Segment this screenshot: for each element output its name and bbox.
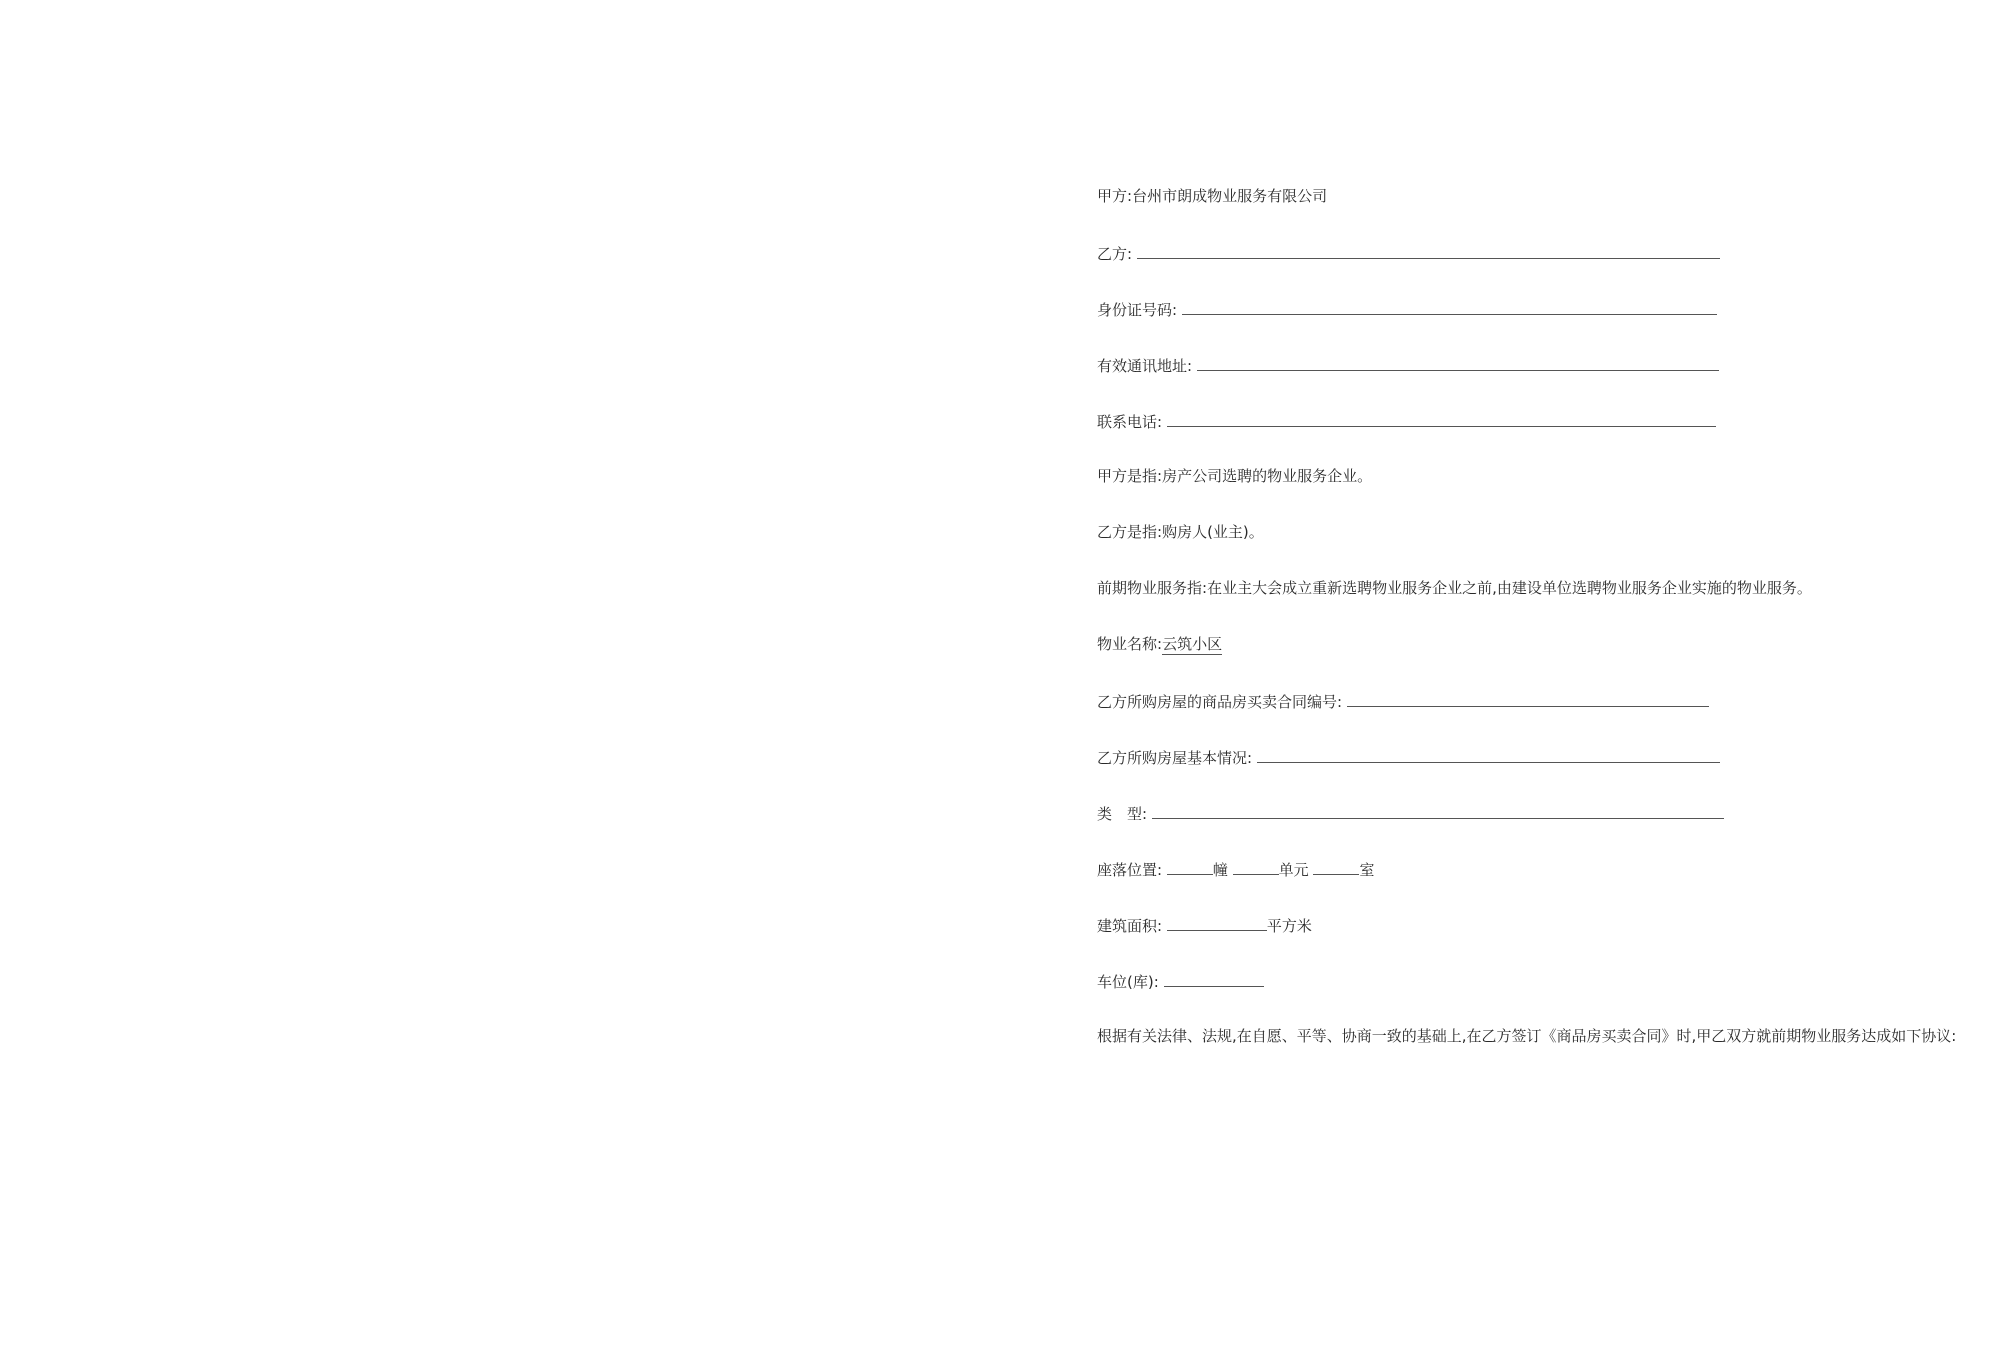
location-room-text: 室 <box>1359 861 1375 879</box>
preamble-text: 根据有关法律、法规,在自愿、平等、协商一致的基础上,在乙方签订《商品房买卖合同》时,甲乙双方就前期物业服务达成如下协议: <box>1097 1027 1957 1045</box>
type-label: 类 型: <box>1097 805 1148 823</box>
location-building-text: 幢 <box>1212 861 1228 879</box>
location-label: 座落位置: <box>1097 861 1163 879</box>
address-line <box>1097 354 1719 376</box>
id-number-field[interactable] <box>1182 298 1717 315</box>
party-b-def-value: 购房人(业主)。 <box>1162 523 1264 541</box>
service-def-label: 前期物业服务指: <box>1097 579 1208 597</box>
party-b-label: 乙方: <box>1097 245 1133 263</box>
party-b-field[interactable] <box>1137 242 1720 259</box>
sale-contract-field[interactable] <box>1347 690 1709 707</box>
party-b-definition <box>1097 522 1264 542</box>
house-info-label: 乙方所购房屋基本情况: <box>1097 749 1253 767</box>
location-line <box>1097 858 1374 880</box>
parking-field[interactable] <box>1164 970 1264 987</box>
sale-contract-label: 乙方所购房屋的商品房买卖合同编号: <box>1097 693 1343 711</box>
property-name-line <box>1097 634 1222 654</box>
area-line <box>1097 914 1312 936</box>
address-field[interactable] <box>1197 354 1719 371</box>
service-def-value: 在业主大会成立重新选聘物业服务企业之前,由建设单位选聘物业服务企业实施的物业服务。 <box>1207 579 1812 597</box>
location-unit-field[interactable] <box>1233 858 1279 875</box>
location-building-field[interactable] <box>1167 858 1213 875</box>
parking-label: 车位(库): <box>1097 973 1159 991</box>
party-a-line <box>1097 186 1327 206</box>
id-number-line <box>1097 298 1717 320</box>
phone-line <box>1097 410 1716 432</box>
party-a-def-label: 甲方是指: <box>1097 467 1163 485</box>
parking-line <box>1097 970 1264 992</box>
area-label: 建筑面积: <box>1097 917 1163 935</box>
house-info-line <box>1097 746 1720 768</box>
party-a-definition <box>1097 466 1372 486</box>
type-field[interactable] <box>1152 802 1724 819</box>
party-a-def-value: 房产公司选聘的物业服务企业。 <box>1162 467 1373 485</box>
address-label: 有效通讯地址: <box>1097 357 1193 375</box>
party-b-line <box>1097 242 1720 264</box>
party-a-value: 台州市朗成物业服务有限公司 <box>1132 187 1328 205</box>
type-line <box>1097 802 1724 824</box>
preamble-line <box>1097 1026 1956 1046</box>
property-name-label: 物业名称: <box>1097 635 1163 653</box>
phone-label: 联系电话: <box>1097 413 1163 431</box>
phone-field[interactable] <box>1167 410 1716 427</box>
service-definition <box>1097 578 1812 598</box>
party-b-def-label: 乙方是指: <box>1097 523 1163 541</box>
area-unit: 平方米 <box>1266 917 1312 935</box>
area-field[interactable] <box>1167 914 1267 931</box>
house-info-field[interactable] <box>1257 746 1720 763</box>
location-unit-text: 单元 <box>1278 861 1309 879</box>
property-name-value: 云筑小区 <box>1162 635 1223 653</box>
id-number-label: 身份证号码: <box>1097 301 1178 319</box>
party-a-label: 甲方: <box>1097 187 1133 205</box>
sale-contract-line <box>1097 690 1709 712</box>
location-room-field[interactable] <box>1313 858 1359 875</box>
